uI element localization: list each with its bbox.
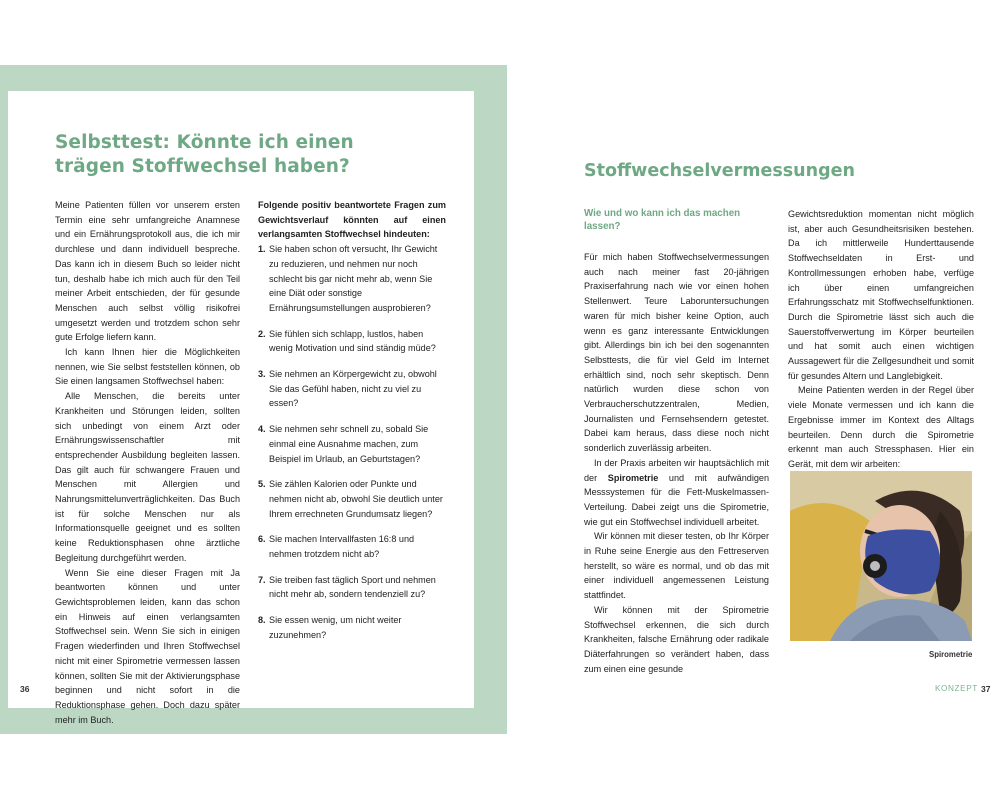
question-text: Sie zählen Kalorien oder Punkte und nehmen nicht ab, obwohl Sie deutlich unter Ihrem errechneten Grundumsatz liegen?: [269, 479, 443, 519]
question-number: 5.: [258, 479, 266, 490]
section-label: KONZEPT: [935, 684, 978, 693]
body-paragraph: Für mich haben Stoffwechselvermessungen auch nach meiner fast 20-jährigen Praxiserfahrung nach wie vor einen hohen Stellenwert. Teure Laboruntersuchungen waren für mich bisher keine Option, auch wenn es ganz interessante Entwicklungen gibt. Allerdings bin ich bei den sogenannten Selbsttests, die für viel Geld im Internet erhältlich sind, noch sehr skeptisch. Denn natürlich wurden diese schon von Verbraucherschutzzentralen, Medien, Journalisten und Fernsehsendern getestet. Dabei kam heraus, dass diese noch nicht sonderlich zuverlässig arbeiten.: [584, 252, 769, 454]
question-item: [258, 327, 446, 356]
spirometry-photo: [790, 471, 972, 641]
question-text: Sie machen Intervallfasten 16:8 und nehmen trotzdem nicht ab?: [269, 534, 415, 560]
right-page-heading: Stoffwechselvermessungen: [584, 161, 855, 181]
question-text: Sie nehmen sehr schnell zu, sobald Sie einmal eine Ausnahme machen, zum Beispiel im Urlaub, an Geburtstagen?: [269, 424, 429, 464]
question-number: 8.: [258, 615, 266, 626]
body-paragraph: Wir können mit dieser testen, ob Ihr Körper in Ruhe seine Energie aus den Fettreserven herstellt, so wäre es normal, und ob das mit einer individuell angemessenen Leistung stattfindet.: [584, 531, 769, 601]
question-item: [258, 367, 446, 411]
body-paragraph: Alle Menschen, die bereits unter Krankheiten und Störungen leiden, sollten sich unbedingt von einem Arzt oder Ernährungswissenschaftler mit entsprechender Ausbildung begleiten lassen. Das gilt auch für schwangere Frauen und Menschen mit Allergien und Nahrungsmittelunverträglichkeiten. Das Buch ist für solche Menschen nur als Informationsquelle geeignet und es sollten keine Reduktionsphasen ohne ärztliche Begleitung durchgeführt werden.: [55, 391, 240, 563]
page-number-left: 36: [20, 684, 30, 694]
question-item: [258, 613, 446, 642]
question-item: [258, 477, 446, 521]
question-number: 7.: [258, 574, 266, 585]
question-text: Sie treiben fast täglich Sport und nehmen nicht mehr ab, sondern tendenziell zu?: [269, 574, 436, 600]
body-paragraph: Meine Patienten werden in der Regel über viele Monate vermessen und ich kann die Ergebnisse immer im Kontext des Alltags beurteilen. Denn durch die Spirometrie erkennt man auch Stressphasen. Hier ein Gerät, mit dem wir arbeiten:: [788, 385, 974, 469]
question-number: 4.: [258, 424, 266, 435]
right-page-subheading: Wie und wo kann ich das machen lassen?: [584, 208, 741, 232]
right-column-body-2: [788, 207, 974, 472]
question-text: Sie fühlen sich schlapp, lustlos, haben wenig Motivation und sind ständig müde?: [269, 328, 436, 354]
body-paragraph: [584, 456, 769, 530]
left-page-heading: Selbsttest: Könnte ich einen trägen Stoffwechsel haben?: [55, 132, 354, 177]
question-intro: Folgende positiv beantwortete Fragen zum Gewichtsverlauf könnten auf einen verlangsamten Stoffwechsel hindeuten:: [258, 200, 446, 240]
question-number: 6.: [258, 534, 266, 545]
question-item: [258, 422, 446, 466]
spirometry-photo-illustration: [790, 471, 972, 641]
question-number: 3.: [258, 369, 266, 380]
body-paragraph: Meine Patienten füllen vor unserem ersten Termin eine sehr umfangreiche Anamnese und ein Ernährungsprotokoll aus, die ich mir durchlese und dann individuell bespreche. Das kann ich in diesem Buch so leider nicht tun, deshalb habe ich mich auch für den Teil meiner Arbeit entschieden, der für gesunde Menschen auch selbst völlig risikofrei umgesetzt werden und trotzdem schon sehr gute Erfolge liefern kann.: [55, 200, 240, 343]
question-number: 1.: [258, 244, 266, 255]
page-number-right: 37: [981, 684, 991, 694]
question-number: 2.: [258, 328, 266, 339]
body-paragraph: Gewichtsreduktion momentan nicht möglich ist, aber auch Gesundheitsrisiken bestehen. Da ich mittlerweile Hunderttausende Stoffwechseldaten in Erst- und Kontrollmessungen erhoben habe, verfüge ich über einen umfangreichen Erfahrungsschatz mit Stoffwechselfunktionen. Durch die Spirometrie lässt sich auch die Sauerstoffverwertung im Körper beurteilen und hat somit auch einen wichtigen Aussagewert für die Zellgesundheit und somit für gesundes Altern und Langlebigkeit.: [788, 209, 974, 381]
question-text: Sie haben schon oft versucht, Ihr Gewicht zu reduzieren, und nehmen nur noch schlecht bis gar nicht mehr ab, wenn Sie eine Diät oder sonstige Ernährungsumstellungen ausprobieren?: [269, 244, 438, 313]
question-list: [258, 242, 446, 642]
question-item: [258, 532, 446, 561]
photo-caption: Spirometrie: [929, 650, 973, 659]
question-item: [258, 242, 446, 316]
body-paragraph: Wir können mit der Spirometrie Stoffwechsel erkennen, die sich durch Krankheiten, falsche Ernährung oder radikale Diäterfahrungen so verändert haben, dass zum einen eine gesunde: [584, 604, 769, 674]
question-text: Sie nehmen an Körpergewicht zu, obwohl Sie das Gefühl haben, nicht zu viel zu essen?: [269, 369, 437, 409]
body-text: und mit aufwändigen Messsystemen für die Fett-Muskelmassen-Verteilung. Dabei zeigt uns die Spirometrie, wie gut ein Stoffwechsel individuell arbeitet.: [584, 472, 770, 527]
right-column-body-1: [584, 250, 769, 676]
question-column: [258, 198, 446, 654]
question-text: Sie essen wenig, um nicht weiter zuzunehmen?: [269, 615, 402, 640]
left-column-body: [55, 198, 240, 727]
body-text-bold: Spirometrie: [607, 472, 659, 483]
body-paragraph: Wenn Sie eine dieser Fragen mit Ja beantworten können und unter Gewichtsproblemen leiden, kann das schon ein Hinweis auf einen verlangsamten Stoffwechsel sein. Wenn Sie sich in einigen Fragen wiederfinden und Ihren Stoffwechsel nicht mit einer Spirometrie vermessen lassen können, sollten Sie mit der Aktivierungsphase beginnen und nicht sofort in die Reduktionsphase gehen. Doch dazu später mehr im Buch.: [55, 567, 240, 725]
body-text: In der Praxis arbeiten wir hauptsächlich mit der: [584, 457, 769, 483]
question-item: [258, 573, 446, 602]
body-paragraph: Ich kann Ihnen hier die Möglichkeiten nennen, wie Sie selbst feststellen können, ob Sie einen langsamen Stoffwechsel haben:: [55, 347, 240, 387]
